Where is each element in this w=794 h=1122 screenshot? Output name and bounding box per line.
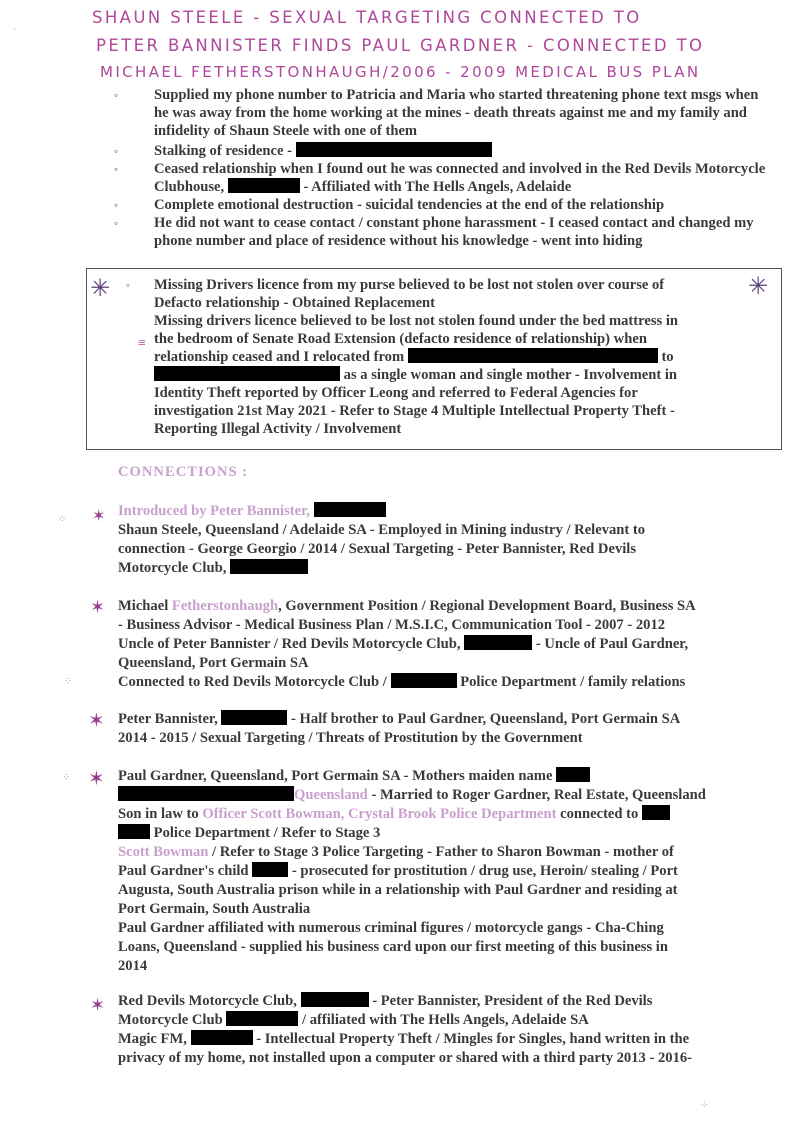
section-text: Fetherstonhaugh bbox=[171, 598, 279, 614]
section-text: Red Devils Motorcycle Club, bbox=[118, 993, 297, 1009]
scan-speck: ⁘ bbox=[64, 676, 73, 687]
asterisk-mark-icon: ✳ bbox=[90, 274, 111, 302]
section-text: Police Department / Refer to Stage 3 bbox=[153, 825, 381, 841]
list-item bbox=[110, 86, 770, 140]
section-text: Scott Bowman bbox=[118, 844, 209, 860]
section-line: 2014 bbox=[118, 958, 148, 974]
list-item bbox=[110, 160, 770, 196]
section-line: Shaun Steele, Queensland / Adelaide SA - Employed in Mining industry / Relevant to bbox=[118, 522, 646, 538]
section-text: Uncle of Peter Bannister / Red Devils Motorcycle Club, bbox=[118, 636, 461, 652]
section-line bbox=[118, 502, 758, 521]
section-text: - prosecuted for prostitution / drug use, Heroin/ stealing / Port bbox=[291, 863, 678, 879]
connection-shaun-steele bbox=[118, 502, 758, 578]
section-text: Motorcycle Club, bbox=[118, 560, 227, 576]
section-line bbox=[118, 992, 758, 1011]
redaction-block bbox=[230, 559, 308, 574]
redaction-block bbox=[191, 1030, 253, 1045]
section-text: / Refer to Stage 3 Police Targeting - Father to Sharon Bowman - mother of bbox=[208, 844, 674, 860]
scan-speck: ⁘ bbox=[700, 1100, 709, 1111]
section-line bbox=[118, 710, 758, 729]
asterisk-mark-icon: ✳ bbox=[748, 272, 769, 300]
bullet-text: Supplied my phone number to Patricia and Maria who started threatening phone text msgs when he was away from the home working at the mines - death threats against me and my family and infidelity of Shaun Steele with one of them bbox=[154, 87, 759, 139]
scan-speck: ⁘ bbox=[58, 514, 67, 525]
bullet-text: Complete emotional destruction - suicidal tendencies at the end of the relationship bbox=[154, 197, 665, 213]
section-text: connected to bbox=[556, 806, 639, 822]
section-line bbox=[118, 843, 758, 862]
bullet-list bbox=[110, 86, 770, 250]
redaction-block bbox=[464, 635, 532, 650]
section-text: Michael bbox=[118, 598, 172, 614]
section-text: - Half brother to Paul Gardner, Queensland, Port Germain SA bbox=[291, 711, 681, 727]
section-line: - Business Advisor - Medical Business Plan / M.S.I.C, Communication Tool - 2007 - 2012 bbox=[118, 617, 666, 633]
heading-line-3: MICHAEL FETHERSTONHAUGH/2006 - 2009 MEDICAL BUS PLAN bbox=[100, 63, 701, 81]
section-text: Paul Gardner, Queensland, Port Germain SA - Mothers maiden name bbox=[118, 768, 553, 784]
section-text: / affiliated with The Hells Angels, Adelaide SA bbox=[302, 1012, 589, 1028]
redaction-block bbox=[642, 805, 670, 820]
scan-speck: ˙ bbox=[12, 28, 17, 39]
section-line bbox=[118, 805, 758, 824]
section-line bbox=[118, 862, 758, 881]
box-text-span: to bbox=[661, 349, 674, 365]
box-line: Reporting Illegal Activity / Involvement bbox=[154, 421, 402, 437]
section-line: Augusta, South Australia prison while in a relationship with Paul Gardner and residing at bbox=[118, 882, 678, 898]
redaction-block bbox=[252, 862, 288, 877]
list-item bbox=[110, 214, 770, 250]
redaction-block bbox=[221, 710, 287, 725]
list-item bbox=[110, 196, 770, 214]
redaction-block bbox=[118, 786, 294, 801]
section-line: connection - George Georgio / 2014 / Sexual Targeting - Peter Bannister, Red Devils bbox=[118, 541, 637, 557]
section-text: , Government Position / Regional Development Board, Business SA bbox=[278, 598, 696, 614]
heading-line-2: PETER BANNISTER FINDS PAUL GARDNER - CONNECTED TO bbox=[96, 36, 705, 55]
section-line: 2014 - 2015 / Sexual Targeting / Threats of Prostitution by the Government bbox=[118, 730, 583, 746]
section-line bbox=[118, 559, 758, 578]
redaction-block bbox=[391, 673, 457, 688]
star-mark-icon: ✶ bbox=[92, 506, 106, 525]
bullet-text: - Affiliated with The Hells Angels, Adelaide bbox=[303, 179, 572, 195]
box-line: Missing drivers licence believed to be lost not stolen found under the bed mattress in bbox=[154, 313, 679, 329]
section-line bbox=[118, 635, 768, 654]
box-line: Identity Theft reported by Officer Leong and referred to Federal Agencies for bbox=[154, 385, 638, 401]
box-text-span: relationship ceased and I relocated from bbox=[154, 349, 405, 365]
connection-peter-bannister bbox=[118, 710, 758, 748]
section-text: Peter Bannister, bbox=[118, 711, 218, 727]
bullet-text: Ceased relationship when I found out he was connected and involved in the Red Devils Motorcycle Clubhouse, bbox=[154, 161, 766, 195]
section-text: Introduced by Peter Bannister, bbox=[118, 503, 310, 519]
section-line: Paul Gardner affiliated with numerous criminal figures / motorcycle gangs - Cha-Ching bbox=[118, 920, 664, 936]
box-text bbox=[154, 276, 754, 438]
section-text: Motorcycle Club bbox=[118, 1012, 223, 1028]
section-line bbox=[118, 1030, 758, 1049]
box-line: Missing Drivers licence from my purse believed to be lost not stolen over course of bbox=[154, 277, 665, 293]
redaction-block bbox=[408, 348, 658, 363]
section-line bbox=[118, 767, 758, 786]
scan-speck: ⁘ bbox=[62, 772, 71, 783]
section-line: Port Germain, South Australia bbox=[118, 901, 311, 917]
box-text-span: as a single woman and single mother - Involvement in bbox=[343, 367, 678, 383]
section-line bbox=[118, 786, 758, 805]
pen-mark-icon: ≡ bbox=[138, 336, 146, 351]
connection-michael-fetherstonhaugh bbox=[118, 597, 768, 692]
section-text: Son in law to bbox=[118, 806, 203, 822]
section-line: Loans, Queensland - supplied his business card upon our first meeting of this business in bbox=[118, 939, 668, 955]
box-line: the bedroom of Senate Road Extension (defacto residence of relationship) when bbox=[154, 331, 647, 347]
box-line bbox=[154, 366, 754, 384]
redaction-block bbox=[301, 992, 369, 1007]
star-mark-icon: ✶ bbox=[88, 708, 105, 732]
section-line bbox=[118, 597, 768, 616]
redaction-block bbox=[154, 366, 340, 381]
connections-heading: CONNECTIONS : bbox=[118, 464, 249, 480]
bullet-icon: ◦ bbox=[126, 280, 130, 292]
section-text: Police Department / family relations bbox=[460, 674, 686, 690]
section-line: privacy of my home, not installed upon a computer or shared with a third party 2013 - 2016- bbox=[118, 1050, 693, 1066]
redaction-block bbox=[296, 142, 492, 157]
star-mark-icon: ✶ bbox=[88, 766, 105, 790]
bullet-text: He did not want to cease contact / constant phone harassment - I ceased contact and changed my phone number and place of residence without his knowledge - went into hiding bbox=[154, 215, 754, 249]
redaction-block bbox=[228, 178, 300, 193]
section-text: Officer Scott Bowman, Crystal Brook Police Department bbox=[202, 806, 557, 822]
box-line: investigation 21st May 2021 - Refer to Stage 4 Multiple Intellectual Property Theft - bbox=[154, 403, 675, 419]
section-text: - Married to Roger Gardner, Real Estate, Queensland bbox=[367, 787, 706, 803]
redaction-block bbox=[226, 1011, 298, 1026]
redaction-block bbox=[118, 824, 150, 839]
section-text: Paul Gardner's child bbox=[118, 863, 249, 879]
section-text: Queensland bbox=[294, 787, 368, 803]
section-text: Connected to Red Devils Motorcycle Club / bbox=[118, 674, 387, 690]
redaction-block bbox=[556, 767, 590, 782]
section-text: Magic FM, bbox=[118, 1031, 187, 1047]
list-item bbox=[110, 142, 770, 160]
box-line bbox=[154, 348, 754, 366]
section-line: Queensland, Port Germain SA bbox=[118, 655, 309, 671]
section-line bbox=[118, 824, 758, 843]
box-line: Defacto relationship - Obtained Replacement bbox=[154, 295, 436, 311]
star-mark-icon: ✶ bbox=[90, 995, 106, 1016]
bullet-text: Stalking of residence - bbox=[154, 143, 292, 159]
section-text: - Peter Bannister, President of the Red Devils bbox=[372, 993, 653, 1009]
section-text: - Intellectual Property Theft / Mingles for Singles, hand written in the bbox=[256, 1031, 690, 1047]
heading-line-1: SHAUN STEELE - SEXUAL TARGETING CONNECTED TO bbox=[92, 8, 642, 27]
connection-red-devils bbox=[118, 992, 758, 1068]
connection-paul-gardner bbox=[118, 767, 758, 976]
section-text: - Uncle of Paul Gardner, bbox=[535, 636, 689, 652]
redaction-block bbox=[314, 502, 386, 517]
section-line bbox=[118, 1011, 758, 1030]
section-line bbox=[118, 673, 768, 692]
star-mark-icon: ✶ bbox=[90, 597, 106, 618]
